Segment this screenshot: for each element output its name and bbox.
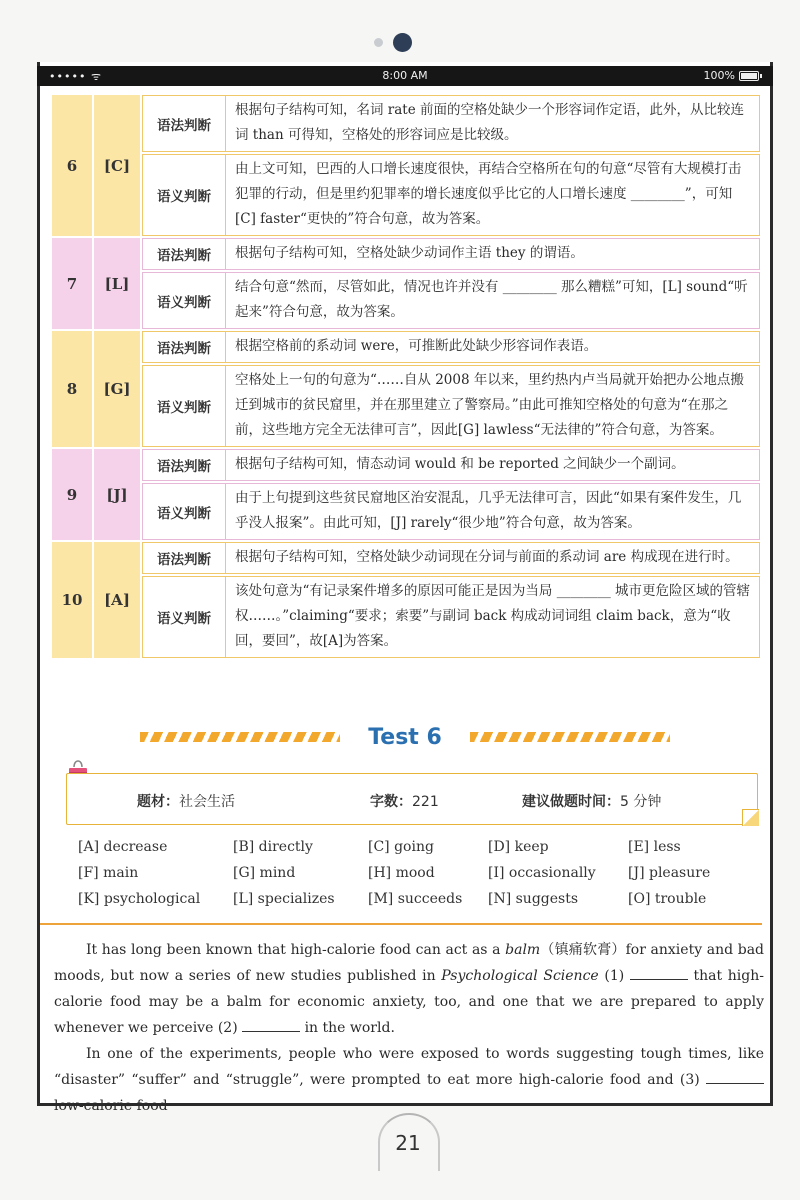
status-bar [37,66,773,86]
word-option: [O] trouble [628,891,707,907]
grammar-row [142,238,760,270]
word-count-info: 字数：221 [370,794,439,810]
row-label: 语法判断 [143,332,226,362]
grammar-row [142,449,760,481]
battery-status [704,69,759,82]
row-text: 根据句子结构可知，名词 rate 前面的空格处缺少一个形容词作定语，此外，从比较连词 than 可得知，空格处的形容词应是比较级。 [235,102,744,143]
meaning-row [142,154,760,236]
info-box [66,773,758,825]
word-option: [C] going [368,839,434,855]
decorative-stripes [470,732,670,742]
row-label: 语法判断 [143,239,226,269]
word-option: [D] keep [488,839,549,855]
answer-blank [630,965,688,980]
question-number: 10 [52,542,92,658]
page-number: 21 [395,1131,421,1155]
answer-blank [706,1069,764,1084]
meaning-row [142,483,760,540]
question-number: 7 [52,238,92,329]
signal-icon: ••••• ᯤ [49,70,102,83]
row-label: 语法判断 [143,96,226,151]
row-text: 结合句意“然而，尽管如此，情况也许并没有 ________ 那么糟糕”可知，[L] sound“听起来”符合句意，故为答案。 [235,279,748,320]
row-label: 语义判断 [143,273,226,328]
word-option: [K] psychological [78,891,201,907]
time-info: 建议做题时间：5 分钟 [522,794,662,810]
answer-row [52,449,760,540]
row-text: 该处句意为“有记录案件增多的原因可能正是因为当局 ________ 城市更危险区域的管辖权……。”claiming“要求；索要”与副词 back 构成动词词组 claim back，意为“收回，要回”，故[A]为答案。 [235,583,750,649]
question-number: 9 [52,449,92,540]
battery-icon [739,71,759,81]
row-text: 根据句子结构可知，空格处缺少动词现在分词与前面的系动词 are 构成现在进行时。 [235,549,739,565]
answer-row [52,238,760,329]
row-label: 语义判断 [143,484,226,539]
test-heading [140,722,670,752]
word-bank [78,836,758,914]
row-label: 语义判断 [143,366,226,446]
answer-blank [242,1017,300,1032]
status-time: 8:00 AM [382,69,428,82]
row-text: 由上文可知，巴西的人口增长速度很快，再结合空格所在句的句意“尽管有大规模打击犯罪的行动，但是里约犯罪率的增长速度似乎比它的人口增长速度 ________”，可知[C] faster“更快的”符合句意，故为答案。 [235,161,742,227]
test-title: Test 6 [368,724,442,750]
row-text: 由于上句提到这些贫民窟地区治安混乱，几乎无法律可言，因此“如果有案件发生，几乎没人报案”。由此可知，[J] rarely“很少地”符合句意，故为答案。 [235,490,742,531]
meaning-row [142,365,760,447]
answer-letter: [A] [94,542,140,658]
word-option: [F] main [78,865,139,881]
question-number: 6 [52,95,92,236]
word-option: [H] mood [368,865,435,881]
paragraph: In one of the experiments, people who were exposed to words suggesting tough times, like “disaster” “suffer” and “struggle”, were prompted to eat more high-calorie food and (3) low-calorie food [54,1046,764,1114]
row-label: 语法判断 [143,450,226,480]
word-option: [J] pleasure [628,865,711,881]
answer-letter: [L] [94,238,140,329]
answer-letter: [J] [94,449,140,540]
word-option: [M] succeeds [368,891,463,907]
grammar-row [142,542,760,574]
divider [40,923,762,925]
answer-letter: [G] [94,331,140,447]
meaning-row [142,576,760,658]
word-option: [A] decrease [78,839,168,855]
answer-row [52,331,760,447]
word-option: [L] specializes [233,891,335,907]
row-text: 根据空格前的系动词 were，可推断此处缺少形容词作表语。 [235,338,598,354]
row-label: 语义判断 [143,577,226,657]
camera-dot [393,33,412,52]
grammar-row [142,331,760,363]
topic-info: 题材：社会生活 [137,794,235,810]
answer-table [52,95,760,660]
paragraph: It has long been known that high-calorie food can act as a balm（镇痛软膏）for anxiety and bad moods, but now a series of new studies published in Psychological Science (1) that high-calorie food may be a balm for economic anxiety, too, and one that we are prepared to apply whenever we perceive (2) in the world. [54,942,765,1036]
meaning-row [142,272,760,329]
row-text: 根据句子结构可知，空格处缺少动词作主语 they 的谓语。 [235,245,584,261]
row-label: 语义判断 [143,155,226,235]
word-bank-row [78,836,758,862]
answer-row [52,542,760,658]
answer-row [52,95,760,236]
page-fold [742,809,759,826]
question-number: 8 [52,331,92,447]
answer-letter: [C] [94,95,140,236]
row-text: 空格处上一句的句意为“……自从 2008 年以来，里约热内卢当局就开始把办公地点搬迁到城市的贫民窟里，并在那里建立了警察局。”由此可推知空格处的句意为“在那之前，这些地方完全无法律可言”，因此[G] lawless“无法律的”符合句意，为答案。 [235,372,744,438]
grammar-row [142,95,760,152]
word-option: [N] suggests [488,891,579,907]
word-bank-row [78,888,758,914]
reading-passage [54,937,764,1119]
row-label: 语法判断 [143,543,226,573]
word-option: [I] occasionally [488,865,596,881]
word-option: [G] mind [233,865,296,881]
word-option: [B] directly [233,839,313,855]
word-option: [E] less [628,839,681,855]
battery-percent: 100% [703,69,735,82]
word-bank-row [78,862,758,888]
decorative-stripes [140,732,340,742]
camera-dot-small [374,38,383,47]
row-text: 根据句子结构可知，情态动词 would 和 be reported 之间缺少一个副词。 [235,456,685,472]
